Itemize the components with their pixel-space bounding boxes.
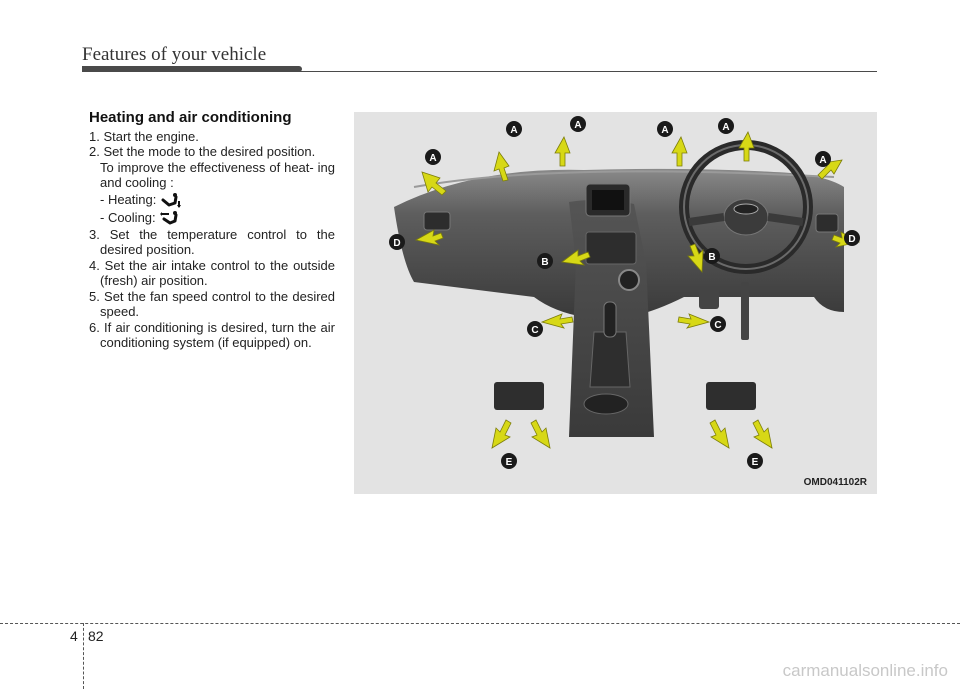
watermark-text: carmanualsonline.info [782, 661, 948, 680]
badge-d-1 [389, 234, 405, 250]
arrow-e-1 [492, 420, 511, 448]
badge-d-2 [844, 230, 860, 246]
step-5: 5. Set the fan speed control to the desired speed. [89, 288, 335, 319]
badge-a-5 [718, 118, 734, 134]
footer-divider [83, 623, 84, 689]
step-4: 4. Set the air intake control to the outside (fresh) air position. [89, 257, 335, 288]
badge-e-2 [747, 453, 763, 469]
svg-text:D: D [848, 234, 856, 245]
section-heading: Heating and air conditioning [89, 109, 292, 126]
face-mode-icon [160, 210, 182, 226]
svg-text:D: D [393, 238, 401, 249]
svg-text:E: E [751, 457, 759, 468]
arrow-a-3 [555, 137, 570, 166]
heating-mode-label: - Heating: [100, 191, 157, 207]
step-6: 6. If air conditioning is desired, turn the air conditioning system (if equipped) on. [89, 319, 335, 350]
cooling-mode-row [89, 209, 335, 227]
page-number: 82 [88, 628, 104, 644]
badge-a-2 [506, 121, 522, 137]
badge-a-6 [815, 151, 831, 167]
arrow-a-4 [672, 137, 687, 166]
badge-a-4 [657, 121, 673, 137]
step-2-note: To improve the effectiveness of heat- ing and cooling : [100, 159, 335, 190]
step-3: 3. Set the temperature control to the desired position. [89, 226, 335, 257]
page-header-title: Features of your vehicle [82, 44, 267, 65]
heating-mode-row [89, 191, 335, 209]
badge-a-1 [425, 149, 441, 165]
dashboard-vent-illustration [354, 112, 877, 494]
arrow-c-1 [542, 314, 573, 328]
instructions-column [89, 110, 335, 351]
svg-text:E: E [505, 457, 513, 468]
header-rule-thin [82, 71, 877, 72]
arrow-e-3 [710, 420, 729, 448]
svg-text:B: B [708, 252, 716, 263]
svg-text:A: A [574, 120, 582, 131]
svg-text:B: B [541, 257, 549, 268]
figure-code: OMD041102R [803, 477, 867, 488]
arrow-a-5 [739, 132, 754, 161]
dashboard-drawing [354, 112, 877, 494]
badge-a-3 [570, 116, 586, 132]
badge-e-1 [501, 453, 517, 469]
svg-text:A: A [722, 122, 730, 133]
arrow-e-4 [753, 420, 772, 448]
arrow-e-2 [531, 420, 550, 448]
step-1: 1. Start the engine. [89, 128, 199, 144]
svg-text:A: A [510, 125, 518, 136]
badge-c-1 [527, 321, 543, 337]
chapter-number: 4 [70, 628, 78, 644]
svg-text:A: A [819, 155, 827, 166]
cooling-mode-label: - Cooling: [100, 209, 156, 225]
svg-text:C: C [531, 325, 539, 336]
svg-text:A: A [429, 153, 437, 164]
svg-text:A: A [661, 125, 669, 136]
badge-b-1 [537, 253, 553, 269]
step-2: 2. Set the mode to the desired position. [89, 144, 316, 159]
badge-b-2 [704, 248, 720, 264]
arrow-c-2 [678, 314, 709, 328]
svg-text:C: C [714, 320, 722, 331]
footer-rule [0, 623, 960, 624]
floor-mode-icon [160, 192, 182, 208]
badge-c-2 [710, 316, 726, 332]
